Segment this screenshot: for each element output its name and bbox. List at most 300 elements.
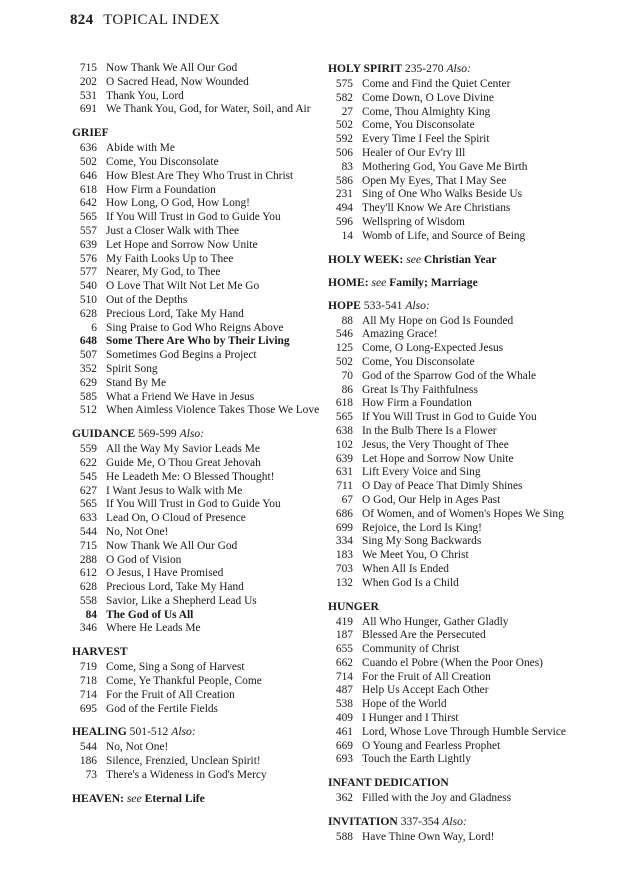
- hymn-title: All Who Hunger, Gather Gladly: [362, 615, 509, 628]
- index-entry: [328, 453, 580, 467]
- hymn-title: Womb of Life, and Source of Being: [362, 229, 526, 242]
- hymn-title: Community of Christ: [362, 643, 460, 656]
- section-heading: [328, 815, 580, 829]
- hymn-number: 628: [79, 581, 97, 594]
- hymn-number: 540: [79, 280, 97, 293]
- hymn-title: I Want Jesus to Walk with Me: [106, 484, 243, 497]
- index-entry: [328, 740, 580, 754]
- hymn-title: Blessed Are the Persecuted: [362, 629, 486, 642]
- hymn-number: 693: [335, 753, 353, 766]
- hymn-number: 502: [79, 155, 97, 168]
- index-entry: [328, 133, 580, 147]
- hymn-number: 715: [79, 62, 97, 74]
- hymn-title: O Love That Wilt Not Let Me Go: [106, 280, 260, 293]
- hymn-title: O Sacred Head, Now Wounded: [106, 75, 249, 88]
- section-also: Also:: [405, 298, 430, 312]
- hymn-title: In the Bulb There Is a Flower: [362, 424, 497, 437]
- hymn-title: When All Is Ended: [362, 562, 449, 575]
- hymn-number: 646: [79, 169, 97, 182]
- index-entry: [72, 239, 324, 253]
- section-heading: [328, 776, 580, 790]
- hymn-number: 639: [335, 452, 353, 465]
- hymn-title: When Aimless Violence Takes Those We Love: [106, 404, 320, 417]
- hymn-title: O Day of Peace That Dimly Shines: [362, 480, 523, 493]
- index-entry: [72, 156, 324, 170]
- section-also: Also:: [179, 427, 205, 441]
- index-entry: [72, 512, 324, 526]
- hymn-number: 346: [79, 622, 97, 635]
- index-entry: [72, 622, 324, 636]
- hymn-title: O God, Our Help in Ages Past: [362, 493, 501, 506]
- hymn-number: 575: [335, 78, 353, 90]
- section-range: 337-354: [400, 815, 440, 829]
- hymn-title: No, Not One!: [106, 525, 169, 538]
- index-entry: [72, 485, 324, 499]
- see-target: Christian Year: [423, 252, 497, 266]
- index-entry: [328, 147, 580, 161]
- hymn-number: 627: [79, 484, 97, 497]
- hymn-number: 334: [335, 535, 353, 548]
- hymn-number: 557: [79, 224, 97, 237]
- index-entry: [72, 225, 324, 239]
- hymn-number: 631: [335, 466, 353, 479]
- hymn-number: 592: [335, 133, 353, 146]
- hymn-title: Let Hope and Sorrow Now Unite: [362, 452, 514, 465]
- index-entry: [72, 554, 324, 568]
- section-title: HEALING: [72, 725, 127, 739]
- hymn-title: Come, Thou Almighty King: [362, 105, 491, 118]
- hymn-title: God of the Sparrow God of the Whale: [362, 369, 537, 382]
- see-label: see: [371, 275, 387, 289]
- hymn-number: 510: [79, 293, 97, 306]
- index-entry: [72, 498, 324, 512]
- hymn-title: How Long, O God, How Long!: [106, 197, 250, 210]
- index-entry: [328, 792, 580, 806]
- section-title: INFANT DEDICATION: [328, 776, 449, 790]
- index-entry: [328, 643, 580, 657]
- hymn-title: God of the Fertile Fields: [106, 702, 218, 715]
- index-entry: [72, 349, 324, 363]
- hymn-number: 494: [335, 202, 353, 215]
- hymn-number: 409: [335, 712, 353, 725]
- hymn-number: 714: [335, 670, 353, 683]
- hymn-title: Some There Are Who by Their Living: [106, 335, 290, 348]
- section-heading: [72, 725, 324, 739]
- hymn-title: O God of Vision: [106, 553, 182, 566]
- section-also: Also:: [442, 815, 467, 829]
- hymn-number: 714: [79, 688, 97, 701]
- section-title: HOLY SPIRIT: [328, 62, 402, 75]
- hymn-number: 691: [79, 103, 97, 116]
- index-entry: [328, 549, 580, 563]
- hymn-title: Just a Closer Walk with Thee: [106, 224, 240, 237]
- hymn-title: Where He Leads Me: [106, 622, 201, 635]
- index-entry: [328, 202, 580, 216]
- hymn-number: 576: [79, 252, 97, 265]
- hymn-title: All the Way My Savior Leads Me: [106, 443, 260, 456]
- index-entry: [328, 119, 580, 133]
- section-range: 533-541: [363, 298, 403, 312]
- index-entry: [72, 377, 324, 391]
- hymn-number: 628: [79, 307, 97, 320]
- hymn-title: Silence, Frenzied, Unclean Spirit!: [106, 755, 261, 768]
- section-heading: [72, 792, 324, 806]
- hymn-title: There's a Wideness in God's Mercy: [106, 769, 267, 782]
- index-entry: [328, 425, 580, 439]
- hymn-title: Come Down, O Love Divine: [362, 91, 494, 104]
- hymn-number: 636: [79, 142, 97, 155]
- hymn-number: 612: [79, 567, 97, 580]
- index-entry: [72, 197, 324, 211]
- page-number: 824: [70, 12, 94, 28]
- hymn-number: 512: [79, 404, 97, 417]
- index-entry: [72, 294, 324, 308]
- index-entry: [72, 443, 324, 457]
- index-entry: [328, 328, 580, 342]
- hymn-title: Lord, Whose Love Through Humble Service: [362, 725, 566, 738]
- hymn-title: Every Time I Feel the Spirit: [362, 133, 490, 146]
- hymn-number: 67: [341, 493, 353, 506]
- hymn-title: Sing My Song Backwards: [362, 535, 482, 548]
- hymn-title: They'll Know We Are Christians: [362, 202, 511, 215]
- index-entry: [328, 480, 580, 494]
- hymn-number: 711: [336, 480, 353, 493]
- hymn-title: I Hunger and I Thirst: [362, 712, 459, 725]
- hymn-number: 507: [79, 349, 97, 362]
- index-entry: [328, 356, 580, 370]
- hymn-number: 544: [79, 525, 97, 538]
- hymn-number: 73: [85, 769, 97, 782]
- hymn-number: 582: [335, 91, 353, 104]
- hymn-title: Help Us Accept Each Other: [362, 684, 489, 697]
- hymn-title: Touch the Earth Lightly: [362, 753, 471, 766]
- index-entry: [328, 494, 580, 508]
- hymn-title: If You Will Trust in God to Guide You: [362, 411, 537, 424]
- hymn-number: 461: [335, 725, 353, 738]
- hymn-number: 132: [335, 576, 353, 589]
- page-header: [70, 12, 220, 29]
- hymn-number: 703: [335, 562, 353, 575]
- hymn-number: 618: [335, 397, 353, 410]
- hymn-number: 84: [85, 608, 97, 621]
- hymn-title: If You Will Trust in God to Guide You: [106, 498, 281, 511]
- hymn-title: Come, You Disconsolate: [362, 355, 475, 368]
- left-column: [72, 62, 324, 808]
- section-title: HEAVEN:: [72, 791, 124, 805]
- section-heading: [328, 253, 580, 267]
- hymn-number: 502: [335, 355, 353, 368]
- see-label: see: [126, 791, 142, 805]
- hymn-title: We Thank You, God, for Water, Soil, and Air: [106, 103, 311, 116]
- hymn-number: 586: [335, 174, 353, 187]
- section-heading: [328, 600, 580, 614]
- index-entry: [72, 661, 324, 675]
- index-entry: [72, 391, 324, 405]
- hymn-title: Now Thank We All Our God: [106, 539, 238, 552]
- hymn-number: 288: [79, 553, 97, 566]
- hymn-number: 585: [79, 390, 97, 403]
- section-range: 235-270: [404, 62, 444, 75]
- hymn-number: 487: [335, 684, 353, 697]
- hymn-number: 648: [79, 335, 97, 348]
- index-entry: [72, 526, 324, 540]
- hymn-title: Mothering God, You Gave Me Birth: [362, 160, 528, 173]
- index-entry: [328, 175, 580, 189]
- see-target: Eternal Life: [144, 791, 205, 805]
- index-entry: [328, 466, 580, 480]
- index-entry: [328, 161, 580, 175]
- index-entry: [328, 230, 580, 244]
- section-range: 501-512: [129, 725, 169, 739]
- page-title: TOPICAL INDEX: [103, 12, 220, 28]
- hymn-number: 83: [341, 160, 353, 173]
- hymn-title: When God Is a Child: [362, 576, 459, 589]
- hymn-title: Sing of One Who Walks Beside Us: [362, 188, 523, 201]
- index-entry: [328, 563, 580, 577]
- hymn-title: Jesus, the Very Thought of Thee: [362, 438, 509, 451]
- hymn-title: We Meet You, O Christ: [362, 549, 469, 562]
- hymn-title: O Young and Fearless Prophet: [362, 739, 501, 752]
- index-entry: [328, 216, 580, 230]
- see-label: see: [406, 252, 421, 266]
- hymn-number: 70: [341, 369, 353, 382]
- index-entry: [72, 76, 324, 90]
- index-entry: [328, 657, 580, 671]
- hymn-title: Precious Lord, Take My Hand: [106, 581, 244, 594]
- hymn-title: Come, Ye Thankful People, Come: [106, 675, 262, 688]
- index-entry: [328, 315, 580, 329]
- index-entry: [72, 62, 324, 76]
- hymn-title: Stand By Me: [106, 376, 167, 389]
- hymn-number: 502: [335, 119, 353, 132]
- hymn-title: Wellspring of Wisdom: [362, 215, 465, 228]
- section-also: Also:: [171, 725, 196, 739]
- index-entry: [328, 106, 580, 120]
- section-title: INVITATION: [328, 815, 398, 829]
- hymn-number: 352: [79, 362, 97, 375]
- section-also: Also:: [446, 62, 471, 75]
- section-heading: [328, 299, 580, 313]
- hymn-title: Come, O Long-Expected Jesus: [362, 342, 504, 355]
- hymn-number: 86: [341, 383, 353, 396]
- hymn-title: O Jesus, I Have Promised: [106, 567, 224, 580]
- hymn-number: 545: [79, 470, 97, 483]
- hymn-title: If You Will Trust in God to Guide You: [106, 211, 281, 224]
- hymn-number: 577: [79, 266, 97, 279]
- hymn-title: Come and Find the Quiet Center: [362, 78, 511, 90]
- hymn-number: 183: [335, 549, 353, 562]
- hymn-number: 546: [335, 328, 353, 341]
- index-entry: [328, 342, 580, 356]
- hymn-title: My Faith Looks Up to Thee: [106, 252, 234, 265]
- index-entry: [72, 540, 324, 554]
- hymn-number: 506: [335, 146, 353, 159]
- index-entry: [328, 712, 580, 726]
- section-title: HOPE: [328, 298, 361, 312]
- hymn-title: Healer of Our Ev'ry Ill: [362, 146, 466, 159]
- index-entry: [72, 184, 324, 198]
- section-heading: [72, 126, 324, 140]
- hymn-number: 718: [79, 675, 97, 688]
- hymn-number: 538: [335, 698, 353, 711]
- hymn-number: 565: [79, 211, 97, 224]
- hymn-number: 544: [79, 741, 97, 754]
- hymn-number: 695: [79, 702, 97, 715]
- hymn-title: Open My Eyes, That I May See: [362, 174, 507, 187]
- hymn-title: Let Hope and Sorrow Now Unite: [106, 238, 258, 251]
- section-heading: [72, 645, 324, 659]
- index-entry: [72, 755, 324, 769]
- hymn-title: Thank You, Lord: [106, 89, 184, 102]
- index-entry: [72, 253, 324, 267]
- hymn-number: 6: [91, 321, 97, 334]
- hymn-title: Now Thank We All Our God: [106, 62, 238, 74]
- hymn-title: Nearer, My God, to Thee: [106, 266, 221, 279]
- hymn-number: 102: [335, 438, 353, 451]
- index-entry: [328, 753, 580, 767]
- section-range: 569-599: [138, 427, 177, 441]
- see-target: Family; Marriage: [389, 275, 478, 289]
- hymn-title: Filled with the Joy and Gladness: [362, 792, 512, 805]
- section-title: HARVEST: [72, 645, 128, 659]
- hymn-number: 187: [335, 629, 353, 642]
- hymn-title: Lead On, O Cloud of Presence: [106, 512, 246, 525]
- hymn-number: 531: [79, 89, 97, 102]
- section-title: HOLY WEEK:: [328, 252, 404, 266]
- hymn-number: 662: [335, 656, 353, 669]
- index-entry: [328, 684, 580, 698]
- index-entry: [328, 831, 580, 845]
- hymn-number: 231: [335, 188, 353, 201]
- hymn-number: 596: [335, 215, 353, 228]
- index-entry: [72, 103, 324, 117]
- hymn-number: 618: [79, 183, 97, 196]
- hymn-number: 558: [79, 594, 97, 607]
- index-entry: [328, 616, 580, 630]
- index-entry: [72, 595, 324, 609]
- hymn-title: Come, You Disconsolate: [362, 119, 475, 132]
- hymn-number: 565: [79, 498, 97, 511]
- hymn-number: 125: [335, 342, 353, 355]
- index-entry: [72, 741, 324, 755]
- index-entry: [328, 397, 580, 411]
- hymn-number: 686: [335, 507, 353, 520]
- hymn-number: 629: [79, 376, 97, 389]
- index-entry: [328, 629, 580, 643]
- index-entry: [72, 266, 324, 280]
- hymn-number: 719: [79, 661, 97, 674]
- hymn-title: Guide Me, O Thou Great Jehovah: [106, 456, 261, 469]
- hymn-title: Rejoice, the Lord Is King!: [362, 521, 482, 534]
- section-heading: [72, 427, 324, 441]
- section-title: GRIEF: [72, 126, 109, 140]
- hymn-title: Out of the Depths: [106, 293, 188, 306]
- index-entry: [328, 522, 580, 536]
- hymn-number: 715: [79, 539, 97, 552]
- section-heading: [328, 62, 580, 76]
- section-heading: [328, 276, 580, 290]
- hymn-number: 588: [335, 831, 353, 844]
- index-entry: [72, 567, 324, 581]
- hymn-number: 14: [341, 229, 353, 242]
- index-entry: [72, 90, 324, 104]
- index-entry: [328, 188, 580, 202]
- right-column: [328, 62, 580, 845]
- index-entry: [72, 581, 324, 595]
- hymn-number: 622: [79, 456, 97, 469]
- index-entry: [72, 335, 324, 349]
- hymn-number: 559: [79, 443, 97, 456]
- hymn-number: 669: [335, 739, 353, 752]
- index-entry: [72, 609, 324, 623]
- index-entry: [328, 439, 580, 453]
- index-entry: [72, 211, 324, 225]
- index-entry: [72, 703, 324, 717]
- hymn-number: 88: [341, 314, 353, 327]
- hymn-title: Savior, Like a Shepherd Lead Us: [106, 594, 257, 607]
- hymn-number: 699: [335, 521, 353, 534]
- hymn-title: Come, You Disconsolate: [106, 155, 219, 168]
- hymn-title: Precious Lord, Take My Hand: [106, 307, 244, 320]
- index-entry: [328, 384, 580, 398]
- index-entry: [72, 457, 324, 471]
- hymn-title: The God of Us All: [106, 608, 194, 621]
- hymn-title: For the Fruit of All Creation: [362, 670, 491, 683]
- hymn-number: 655: [335, 643, 353, 656]
- hymn-number: 419: [335, 615, 353, 628]
- index-entry: [72, 363, 324, 377]
- index-entry: [328, 370, 580, 384]
- index-entry: [72, 471, 324, 485]
- hymn-title: He Leadeth Me: O Blessed Thought!: [106, 470, 275, 483]
- hymn-number: 27: [341, 105, 353, 118]
- index-entry: [72, 769, 324, 783]
- index-entry: [328, 726, 580, 740]
- hymn-number: 633: [79, 512, 97, 525]
- index-entry: [328, 577, 580, 591]
- hymn-title: Lift Every Voice and Sing: [362, 466, 481, 479]
- index-entry: [72, 280, 324, 294]
- hymn-number: 639: [79, 238, 97, 251]
- hymn-title: Of Women, and of Women's Hopes We Sing: [362, 507, 564, 520]
- hymn-number: 565: [335, 411, 353, 424]
- hymn-title: No, Not One!: [106, 741, 169, 754]
- hymn-title: For the Fruit of All Creation: [106, 688, 235, 701]
- index-entry: [328, 698, 580, 712]
- hymn-title: How Firm a Foundation: [362, 397, 472, 410]
- section-title: HUNGER: [328, 599, 379, 613]
- hymn-title: How Blest Are They Who Trust in Christ: [106, 169, 294, 182]
- index-entry: [72, 308, 324, 322]
- hymn-title: All My Hope on God Is Founded: [362, 314, 514, 327]
- index-entry: [72, 404, 324, 418]
- hymn-number: 362: [335, 792, 353, 805]
- hymn-title: Sing Praise to God Who Reigns Above: [106, 321, 284, 334]
- section-title: HOME:: [328, 275, 369, 289]
- index-entry: [72, 170, 324, 184]
- index-entry: [328, 92, 580, 106]
- hymn-number: 202: [79, 75, 97, 88]
- hymn-title: Amazing Grace!: [362, 328, 438, 341]
- hymn-title: What a Friend We Have in Jesus: [106, 390, 255, 403]
- hymn-title: Spirit Song: [106, 362, 158, 375]
- index-entry: [328, 671, 580, 685]
- index-entry: [72, 142, 324, 156]
- hymn-title: Come, Sing a Song of Harvest: [106, 661, 245, 674]
- hymn-title: Hope of the World: [362, 698, 447, 711]
- section-title: GUIDANCE: [72, 427, 136, 441]
- hymn-title: Have Thine Own Way, Lord!: [362, 831, 495, 844]
